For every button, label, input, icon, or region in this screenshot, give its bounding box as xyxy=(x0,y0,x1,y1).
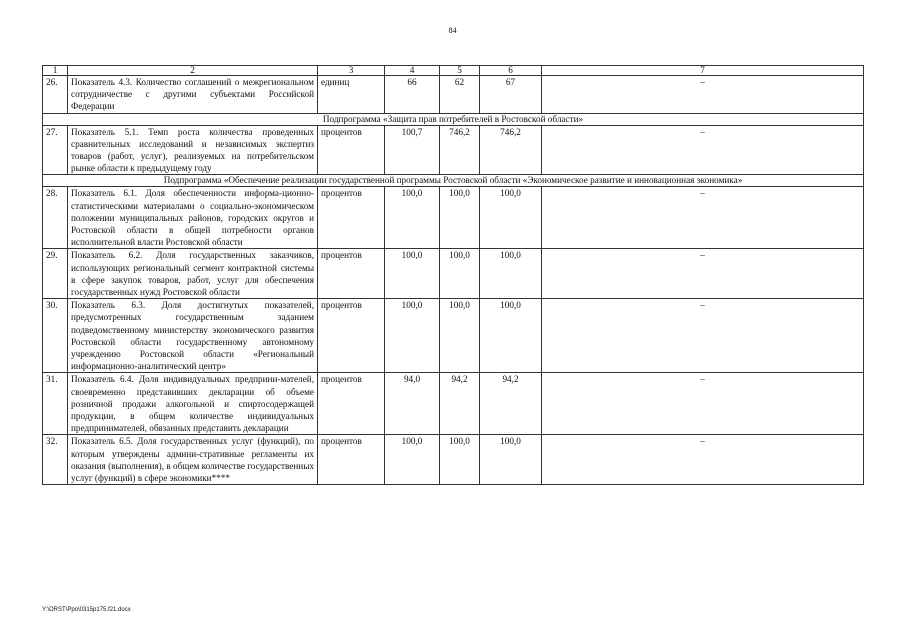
unit-cell: процентов xyxy=(318,249,385,299)
subprogram-title: Подпрограмма «Обеспечение реализации государственной программы Ростовской области «Экономическое развитие и инновационная экономика» xyxy=(43,175,864,187)
row-number: 28. xyxy=(43,187,68,249)
header-cell: 7 xyxy=(542,66,864,76)
header-cell: 2 xyxy=(68,66,318,76)
unit-cell: единиц xyxy=(318,76,385,114)
header-cell: 4 xyxy=(385,66,440,76)
file-path-footer: Y:\ORST\Ppo\0315p175.f21.docx xyxy=(42,607,131,613)
unit-cell: процентов xyxy=(318,299,385,373)
value-cell: 100,0 xyxy=(440,299,480,373)
value-cell: 67 xyxy=(480,76,542,114)
indicator-text: Показатель 5.1. Темп роста количества проведенных сравнительных исследований и независимых экспертиз товаров (работ, услуг), реализуемых на потребительском рынке области к предыдущему году xyxy=(68,125,318,175)
value-cell: 100,0 xyxy=(440,249,480,299)
value-cell: 100,0 xyxy=(385,435,440,485)
row-number: 31. xyxy=(43,373,68,435)
row-number: 29. xyxy=(43,249,68,299)
unit-cell: процентов xyxy=(318,373,385,435)
header-cell: 6 xyxy=(480,66,542,76)
page-number: 84 xyxy=(448,26,457,35)
value-cell: 94,2 xyxy=(440,373,480,435)
table-row xyxy=(43,76,864,114)
unit-cell: процентов xyxy=(318,435,385,485)
table-row xyxy=(43,125,864,175)
unit-cell: процентов xyxy=(318,187,385,249)
subprogram-row xyxy=(43,175,864,187)
note-cell: – xyxy=(542,435,864,485)
value-cell: 100,0 xyxy=(440,187,480,249)
row-number: 32. xyxy=(43,435,68,485)
row-number: 26. xyxy=(43,76,68,114)
value-cell: 94,2 xyxy=(480,373,542,435)
value-cell: 100,0 xyxy=(480,299,542,373)
table-header-row xyxy=(43,66,864,76)
value-cell: 100,0 xyxy=(440,435,480,485)
table-row xyxy=(43,299,864,373)
subprogram-title: Подпрограмма «Защита прав потребителей в Ростовской области» xyxy=(43,113,864,125)
table-row xyxy=(43,435,864,485)
row-number: 30. xyxy=(43,299,68,373)
header-cell: 5 xyxy=(440,66,480,76)
value-cell: 746,2 xyxy=(440,125,480,175)
note-cell: – xyxy=(542,76,864,114)
value-cell: 66 xyxy=(385,76,440,114)
unit-cell: процентов xyxy=(318,125,385,175)
value-cell: 100,0 xyxy=(385,249,440,299)
note-cell: – xyxy=(542,299,864,373)
value-cell: 100,0 xyxy=(385,187,440,249)
table-row xyxy=(43,187,864,249)
note-cell: – xyxy=(542,373,864,435)
value-cell: 100,0 xyxy=(480,435,542,485)
value-cell: 62 xyxy=(440,76,480,114)
note-cell: – xyxy=(542,125,864,175)
value-cell: 100,0 xyxy=(385,299,440,373)
value-cell: 100,0 xyxy=(480,187,542,249)
note-cell: – xyxy=(542,187,864,249)
header-cell: 3 xyxy=(318,66,385,76)
indicator-text: Показатель 4.3. Количество соглашений о межрегиональном сотрудничестве с другими субъектами Российской Федерации xyxy=(68,76,318,114)
indicator-text: Показатель 6.3. Доля достигнутых показателей, предусмотренных государственным заданием подведомственному министерству экономического развития Ростовской области государственному автономному учреждению Ростовской области «Региональный информационно-аналитический центр» xyxy=(68,299,318,373)
indicator-text: Показатель 6.4. Доля индивидуальных предприни-мателей, своевременно представивших декларации об объеме розничной продажи алкогольной и спиртосодержащей продукции, в общем количестве индивидуальных предпринимателей, обязанных представить декларации xyxy=(68,373,318,435)
indicator-text: Показатель 6.1. Доля обеспеченности информа-ционно-статистическими материалами о социально-экономическом положении муниципальных районов, городских округов и Ростовской области в общей потребности органов исполнительной власти Ростовской области xyxy=(68,187,318,249)
indicators-table xyxy=(42,65,864,485)
row-number: 27. xyxy=(43,125,68,175)
header-cell: 1 xyxy=(43,66,68,76)
value-cell: 746,2 xyxy=(480,125,542,175)
value-cell: 100,0 xyxy=(480,249,542,299)
indicator-text: Показатель 6.2. Доля государственных заказчиков, использующих региональный сегмент контрактной системы в сфере закупок товаров, работ, услуг для обеспечения государственных нужд Ростовской области xyxy=(68,249,318,299)
table-row xyxy=(43,373,864,435)
note-cell: – xyxy=(542,249,864,299)
table-body xyxy=(43,66,864,485)
table-row xyxy=(43,249,864,299)
indicator-text: Показатель 6.5. Доля государственных услуг (функций), по которым утверждены админи-стративные регламенты их оказания (выполнения), в общем количестве государственных услуг (функций) в сфере экономики**** xyxy=(68,435,318,485)
value-cell: 94,0 xyxy=(385,373,440,435)
value-cell: 100,7 xyxy=(385,125,440,175)
subprogram-row xyxy=(43,113,864,125)
